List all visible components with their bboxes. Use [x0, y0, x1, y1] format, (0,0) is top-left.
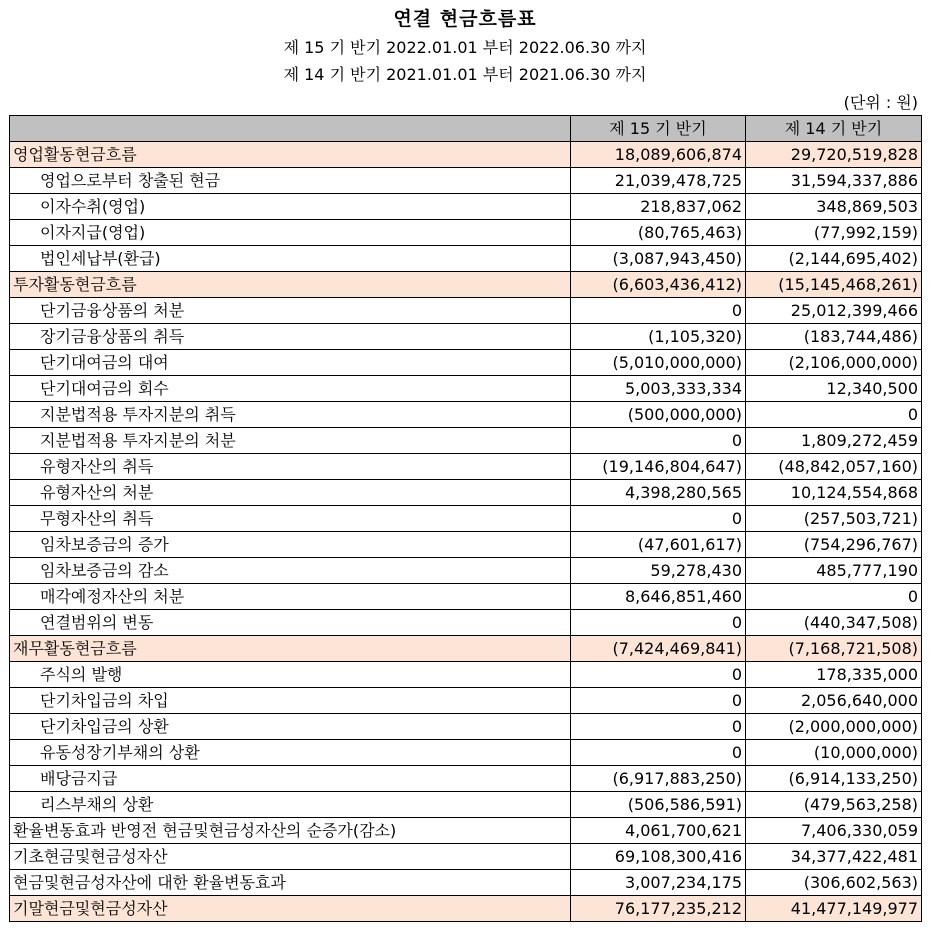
row-current-value: (5,010,000,000)	[571, 350, 746, 376]
row-current-value: (506,586,591)	[571, 792, 746, 818]
row-current-value: (19,146,804,647)	[571, 454, 746, 480]
table-row	[10, 454, 922, 480]
row-prior-value: (440,347,508)	[746, 610, 922, 636]
row-prior-value: 0	[746, 584, 922, 610]
row-label: 현금및현금성자산에 대한 환율변동효과	[10, 870, 571, 896]
row-current-value: 0	[571, 428, 746, 454]
table-row	[10, 324, 922, 350]
row-label: 영업으로부터 창출된 현금	[10, 168, 571, 194]
row-prior-value: 1,809,272,459	[746, 428, 922, 454]
row-label: 임차보증금의 감소	[10, 558, 571, 584]
row-label: 무형자산의 취득	[10, 506, 571, 532]
table-row	[10, 896, 922, 922]
row-label: 영업활동현금흐름	[10, 142, 571, 168]
row-prior-value: 10,124,554,868	[746, 480, 922, 506]
row-prior-value: (7,168,721,508)	[746, 636, 922, 662]
table-row	[10, 636, 922, 662]
row-prior-value: (2,106,000,000)	[746, 350, 922, 376]
table-row	[10, 376, 922, 402]
row-prior-value: (2,000,000,000)	[746, 714, 922, 740]
table-row	[10, 766, 922, 792]
cash-flow-table	[9, 115, 922, 922]
row-prior-value: 41,477,149,977	[746, 896, 922, 922]
table-row	[10, 246, 922, 272]
row-prior-value: 12,340,500	[746, 376, 922, 402]
table-row	[10, 688, 922, 714]
row-label: 재무활동현금흐름	[10, 636, 571, 662]
row-prior-value: 7,406,330,059	[746, 818, 922, 844]
row-label: 장기금융상품의 취득	[10, 324, 571, 350]
row-prior-value: 348,869,503	[746, 194, 922, 220]
table-row	[10, 844, 922, 870]
table-row	[10, 870, 922, 896]
row-label: 주식의 발행	[10, 662, 571, 688]
row-label: 이자지급(영업)	[10, 220, 571, 246]
row-current-value: 59,278,430	[571, 558, 746, 584]
row-prior-value: (6,914,133,250)	[746, 766, 922, 792]
row-label: 법인세납부(환급)	[10, 246, 571, 272]
row-label: 기초현금및현금성자산	[10, 844, 571, 870]
row-prior-value: (2,144,695,402)	[746, 246, 922, 272]
row-label: 유형자산의 취득	[10, 454, 571, 480]
row-prior-value: 25,012,399,466	[746, 298, 922, 324]
row-label: 연결범위의 변동	[10, 610, 571, 636]
row-current-value: 5,003,333,334	[571, 376, 746, 402]
page-title: 연결 현금흐름표	[393, 8, 537, 30]
row-prior-value: 178,335,000	[746, 662, 922, 688]
row-current-value: 0	[571, 506, 746, 532]
row-label: 지분법적용 투자지분의 취득	[10, 402, 571, 428]
row-label: 기말현금및현금성자산	[10, 896, 571, 922]
table-row	[10, 818, 922, 844]
row-current-value: 76,177,235,212	[571, 896, 746, 922]
row-current-value: 0	[571, 298, 746, 324]
row-current-value: 0	[571, 662, 746, 688]
row-current-value: 69,108,300,416	[571, 844, 746, 870]
table-row	[10, 506, 922, 532]
row-prior-value: (257,503,721)	[746, 506, 922, 532]
table-row	[10, 350, 922, 376]
row-label: 단기차입금의 차입	[10, 688, 571, 714]
row-label: 단기금융상품의 처분	[10, 298, 571, 324]
row-prior-value: 0	[746, 402, 922, 428]
table-row	[10, 714, 922, 740]
row-prior-value: 31,594,337,886	[746, 168, 922, 194]
row-current-value: (1,105,320)	[571, 324, 746, 350]
row-label: 배당금지급	[10, 766, 571, 792]
row-prior-value: (306,602,563)	[746, 870, 922, 896]
table-row	[10, 142, 922, 168]
unit-label: (단위 : 원)	[843, 93, 918, 112]
table-row	[10, 402, 922, 428]
header-prior-period: 제 14 기 반기	[746, 116, 922, 142]
table-row	[10, 558, 922, 584]
table-row	[10, 168, 922, 194]
row-prior-value: (77,992,159)	[746, 220, 922, 246]
row-current-value: (6,917,883,250)	[571, 766, 746, 792]
row-current-value: 0	[571, 688, 746, 714]
header-account	[10, 116, 571, 142]
row-current-value: (80,765,463)	[571, 220, 746, 246]
row-current-value: 0	[571, 740, 746, 766]
table-row	[10, 298, 922, 324]
table-row	[10, 532, 922, 558]
row-current-value: 21,039,478,725	[571, 168, 746, 194]
row-current-value: 4,398,280,565	[571, 480, 746, 506]
header-current-period: 제 15 기 반기	[571, 116, 746, 142]
row-current-value: 0	[571, 714, 746, 740]
row-label: 투자활동현금흐름	[10, 272, 571, 298]
table-body	[10, 142, 922, 922]
row-label: 단기대여금의 회수	[10, 376, 571, 402]
row-prior-value: (15,145,468,261)	[746, 272, 922, 298]
row-label: 지분법적용 투자지분의 처분	[10, 428, 571, 454]
table-row	[10, 194, 922, 220]
row-current-value: 4,061,700,621	[571, 818, 746, 844]
row-current-value: 18,089,606,874	[571, 142, 746, 168]
table-row	[10, 428, 922, 454]
row-prior-value: (10,000,000)	[746, 740, 922, 766]
table-row	[10, 792, 922, 818]
table-row	[10, 740, 922, 766]
row-prior-value: 2,056,640,000	[746, 688, 922, 714]
row-prior-value: 29,720,519,828	[746, 142, 922, 168]
row-prior-value: (48,842,057,160)	[746, 454, 922, 480]
row-current-value: 3,007,234,175	[571, 870, 746, 896]
row-current-value: 218,837,062	[571, 194, 746, 220]
row-current-value: (47,601,617)	[571, 532, 746, 558]
row-prior-value: (479,563,258)	[746, 792, 922, 818]
table-row	[10, 272, 922, 298]
row-current-value: (3,087,943,450)	[571, 246, 746, 272]
row-label: 환율변동효과 반영전 현금및현금성자산의 순증가(감소)	[10, 818, 571, 844]
row-current-value: (7,424,469,841)	[571, 636, 746, 662]
table-row	[10, 220, 922, 246]
period-current: 제 15 기 반기 2022.01.01 부터 2022.06.30 까지	[283, 38, 647, 57]
row-label: 이자수취(영업)	[10, 194, 571, 220]
row-prior-value: 34,377,422,481	[746, 844, 922, 870]
row-label: 단기대여금의 대여	[10, 350, 571, 376]
row-prior-value: (754,296,767)	[746, 532, 922, 558]
row-label: 매각예정자산의 처분	[10, 584, 571, 610]
row-current-value: (6,603,436,412)	[571, 272, 746, 298]
period-prior: 제 14 기 반기 2021.01.01 부터 2021.06.30 까지	[283, 65, 647, 84]
table-row	[10, 584, 922, 610]
row-prior-value: 485,777,190	[746, 558, 922, 584]
row-label: 유동성장기부채의 상환	[10, 740, 571, 766]
table-row	[10, 610, 922, 636]
row-current-value: (500,000,000)	[571, 402, 746, 428]
row-label: 단기차입금의 상환	[10, 714, 571, 740]
table-row	[10, 662, 922, 688]
row-label: 임차보증금의 증가	[10, 532, 571, 558]
row-current-value: 8,646,851,460	[571, 584, 746, 610]
row-current-value: 0	[571, 610, 746, 636]
row-label: 리스부채의 상환	[10, 792, 571, 818]
row-prior-value: (183,744,486)	[746, 324, 922, 350]
row-label: 유형자산의 처분	[10, 480, 571, 506]
table-header-row	[10, 116, 922, 142]
table-row	[10, 480, 922, 506]
